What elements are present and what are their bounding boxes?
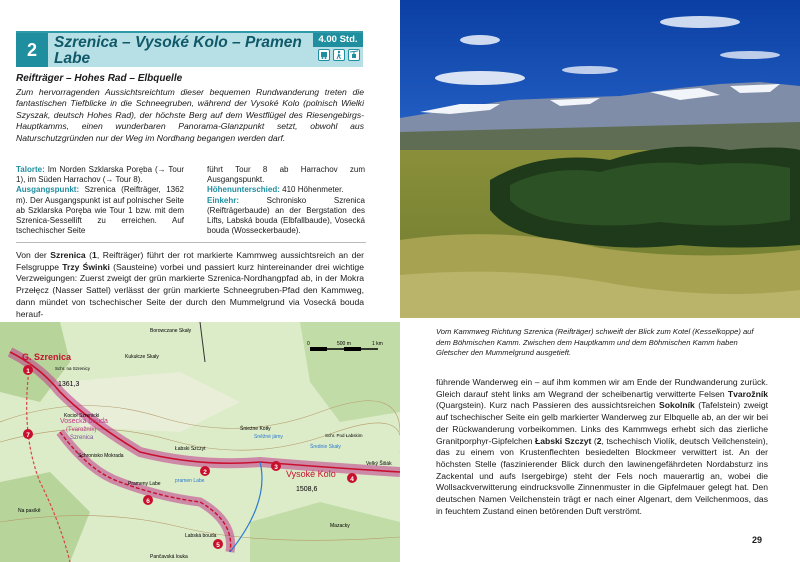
map-label-sniezne: Śnieżne Kotły	[240, 426, 271, 432]
einkehr-text: Schronisko Szrenica (Reifträgerbaude) an der Bergstation des Lifts, Labská bouda (Elbfallbaude), Vosecká bouda (Wosseckerbaude).	[207, 195, 365, 236]
map-label-tvaroznik: (Tvarožník)	[66, 427, 97, 433]
landscape-photo	[400, 0, 800, 318]
route-number: 2	[16, 33, 48, 67]
text-run: (	[85, 250, 93, 260]
text-run: Von der	[16, 250, 51, 260]
map-label-snezne: Sněžné jámy	[254, 434, 283, 440]
map-label-height-szrenica: 1361,3	[58, 381, 80, 388]
info-column-right	[207, 165, 365, 236]
map-label-labski: Łabski Szczyt	[175, 446, 206, 452]
map-label-szrenica: G. Szrenica	[22, 352, 72, 362]
map-label-vosecka: Vosecká bouda	[60, 418, 108, 425]
map-label-kolo-height: 1508,6	[296, 486, 318, 493]
map-label-mokrada: Schronisko Mokrada	[78, 453, 124, 459]
bus-icon	[318, 49, 330, 61]
hoehen-text: 410 Höhenmeter.	[282, 185, 344, 195]
map-label-borowczane: Borowczane Skały	[150, 328, 192, 334]
map-label-napasek: Na pasíkě	[18, 508, 41, 514]
text-run: (	[591, 435, 597, 446]
map-label-kociol: Kocioł Szrenicki	[64, 413, 100, 419]
route-description-part2	[436, 377, 768, 517]
text-bold: Tvarožník	[727, 388, 768, 399]
text-run: , Reifträger) führt der rot markierte Kammweg aussichtsreich an der Felsgruppe	[16, 250, 365, 272]
text-bold: Szrenica	[50, 250, 86, 260]
page-number: 29	[752, 535, 763, 545]
map-label-kukulcze: Kukułcze Skały	[125, 354, 159, 360]
scale-label-500: 500 m	[337, 341, 351, 347]
route-subtitle: Reifträger – Hohes Rad – Elbquelle	[16, 73, 183, 84]
map-marker-7	[23, 429, 33, 439]
text-bold: Trzy Świnki	[62, 261, 110, 272]
map-marker-5	[213, 539, 223, 549]
map-label-schr-pod: Schr. Pod Łabskim	[325, 433, 363, 438]
text-run: (Sausteine) vorbei und passiert kurz hintereinander drei wichtige Verzweigungen: Zuerst zweigt der grün markierte Szrenica-Nordhangpfad ab, in der Mokra Przełęcz (Nasser Sattel) verlässt der grün markierte Schneegruben-Pfad den Kammweg, dann mündet von tschechischer Seite der durch den Mummelgrund via Vosecká bouda herauf-	[16, 261, 364, 319]
text-run: , tschechisch Violík, deutsch Veilchenstein), das zu einem von Krustenflechten besiedelten Blockmeer verwittert ist. An der höchsten Stelle (faszinierender Blick durch den lawinengefährdeten Nordabsturz ins Zackental und aufs Isergebirge) steht der Fels noch mauerartig an, wobei die Wollsackverwitterung eindrucksvolle Zinnenmuster in die Gipfelmauer gelegt hat. Den deutschen Namen Veilchenstein trägt er nach einer Algenart, dem Veilchenmoos, das in feuchtem Zustand einen betörenden Duft verströmt.	[436, 435, 768, 516]
map-label-szrenica-cz: Szrenica	[70, 435, 94, 441]
hoehen-label: Höhenunterschied:	[207, 185, 280, 195]
duration-badge: 4.00 Std.	[313, 33, 363, 47]
svg-text:4: 4	[350, 476, 354, 483]
info-box	[16, 165, 366, 243]
text-run: (Tafelstein) zweigt auf tschechischer Seite ein gelb markierter Wanderweg zur Elbquelle ab, an der wir bei der Rückwanderung vorbeikommen. Links des Kammwegs erhebt sich das zierliche Granitporphyr-Gipfelchen	[436, 400, 768, 446]
map-marker-4	[347, 473, 357, 483]
text-bold: 2	[596, 435, 602, 446]
ausgang-text: Szrenica (Reifträger, 1362 m). Der Ausgangspunkt ist auf polnischer Seite ab Szklarska Poręba wie Tour 1 bzw. mit dem Szrenica-Sessellift zu erreichen. Auf tschechischer Seite	[16, 185, 184, 236]
hiker-icon	[333, 49, 345, 61]
map-label-schronisko-szrenica: Schr. na Szrenicy	[55, 366, 91, 371]
map-label-velky: Velký Šišák	[366, 461, 392, 467]
map-marker-3	[271, 461, 281, 471]
svg-text:5: 5	[216, 542, 220, 549]
map-label-pancavska: Pančavská louka	[150, 554, 188, 560]
talorte-label: Talorte:	[16, 165, 45, 174]
cable-car-icon	[348, 49, 360, 61]
scale-label-0: 0	[307, 341, 310, 347]
svg-text:6: 6	[146, 498, 150, 505]
map-label-pramen: pramen Labe	[175, 478, 205, 484]
map-label-sredni: Średnie Skały	[310, 444, 341, 450]
scale-label-1km: 1 km	[372, 341, 383, 347]
ausgang-continued: führt Tour 8 ab Harrachov zum Ausgangspunkt.	[207, 165, 365, 185]
svg-text:2: 2	[203, 469, 207, 476]
map-label-prameny: Prameny Labe	[128, 481, 161, 487]
route-icons	[318, 49, 360, 61]
text-bold: Łabski Szczyt	[534, 435, 592, 446]
svg-text:7: 7	[26, 432, 30, 439]
route-map	[0, 322, 400, 562]
map-label-labska: Labská bouda	[185, 533, 217, 539]
photo-caption: Vom Kammweg Richtung Szrenica (Reifträger) schweift der Blick zum Kotel (Kesselkoppe) auf dem Böhmischen Kamm. Zwischen dem Hauptkamm und dem Böhmischen Kamm haben Gletscher den Mummelgrund ausgetieft.	[436, 327, 754, 358]
svg-text:1: 1	[26, 368, 30, 375]
map-marker-6	[143, 495, 153, 505]
text-bold: Sokolník	[658, 400, 695, 411]
route-description-part1	[16, 250, 364, 320]
text-run: (Quargstein). Kurz nach Passieren des aussichtsreichen	[436, 400, 659, 411]
map-marker-2	[200, 466, 210, 476]
intro-paragraph: Zum hervorragenden Aussichtsreichtum dieser bequemen Rundwanderung treten die fantastischen Tiefblicke in die Schneegruben, während der Vysoké Kolo (polnisch Wielki Szyszak, deutsch Hohes Rad), der höchste Berg auf dem Westflügel des Riesengebirgs-Hauptkamms, einen wunderbaren Panorama-Glanzpunkt setzt, obwohl aus Naturschutzgründen nur der Weg im Nordhang begangen werden darf.	[16, 87, 364, 143]
route-header	[16, 31, 363, 67]
map-label-vysoke-kolo: Vysoké Kolo	[286, 469, 336, 479]
map-marker-1	[23, 365, 33, 375]
map-label-mazacky: Mazacky	[330, 523, 350, 529]
ausgang-label: Ausgangspunkt:	[16, 185, 80, 195]
text-run: führende Wanderweg ein – auf ihm kommen wir am Ende der Rundwanderung zurück. Gleich darauf steht links am Wegrand der scheibenartig verwitterte Felsen	[436, 377, 768, 399]
text-bold: 1	[92, 250, 97, 260]
talorte-text: Im Norden Szklarska Poręba (→ Tour 1), im Süden Harrachov (→ Tour 8).	[16, 165, 184, 185]
info-column-left	[16, 165, 184, 236]
route-title: Szrenica – Vysoké Kolo – Pramen Labe	[54, 34, 302, 67]
svg-text:3: 3	[274, 464, 278, 471]
einkehr-label: Einkehr:	[207, 195, 240, 205]
